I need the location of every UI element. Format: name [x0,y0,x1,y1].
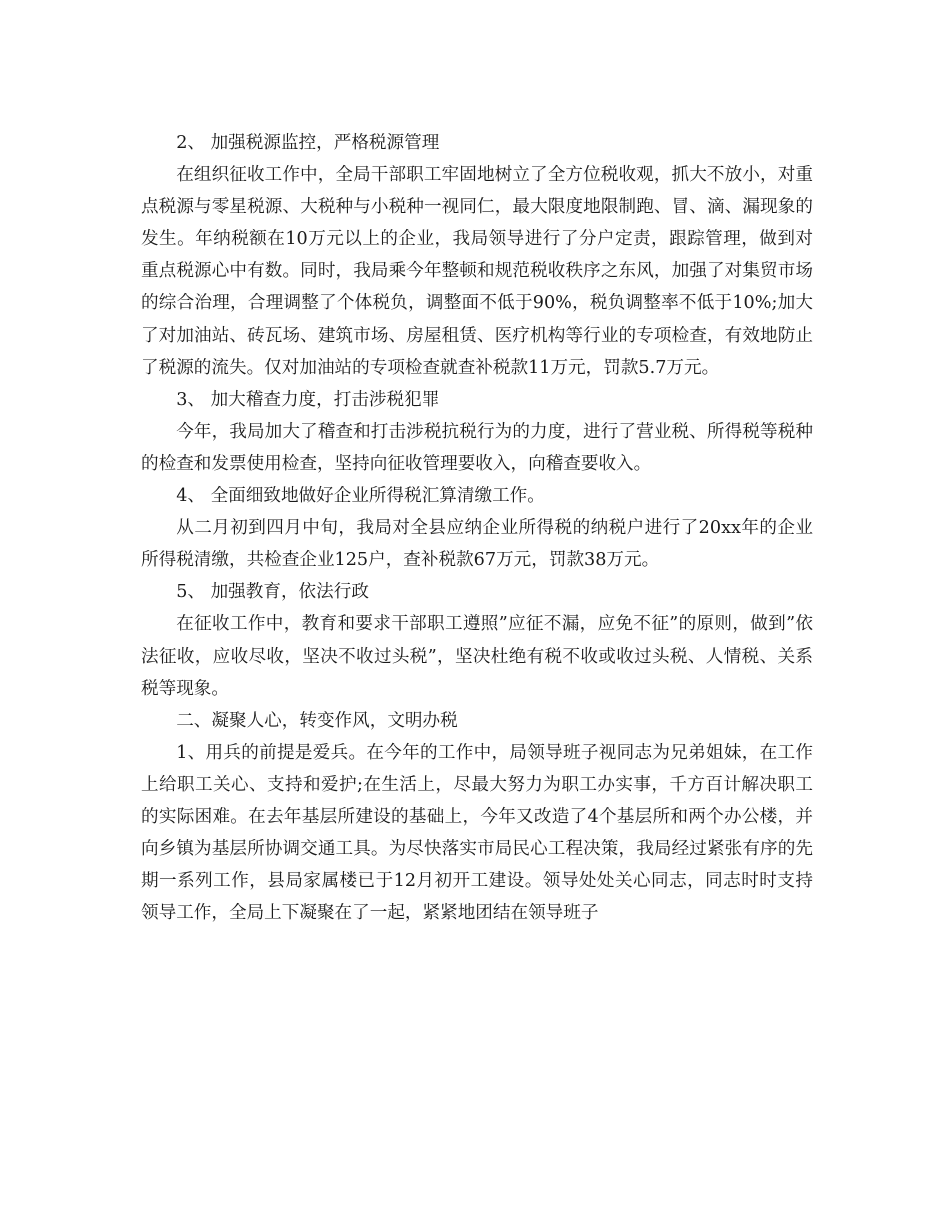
paragraph-care-for-staff: 1、用兵的前提是爱兵。在今年的工作中，局领导班子视同志为兄弟姐妹，在工作上给职工关心、支持和爱护;在生活上，尽最大努力为职工办实事，千方百计解决职工的实际困难。在去年基层所建设的基础上，今年又改造了4个基层所和两个办公楼，并向乡镇为基层所协调交通工具。为尽快落实市局民心工程决策，我局经过紧张有序的先期一系列工作，县局家属楼已于12月初开工建设。领导处处关心同志，同志时时支持领导工作，全局上下凝聚在了一起，紧紧地团结在领导班子 [141,742,813,924]
section-heading-3: 3、 加大稽查力度，打击涉税犯罪 [176,389,440,410]
section-heading-part-two: 二、凝聚人心，转变作风，文明办税 [176,710,458,731]
section-heading-4: 4、 全面细致地做好企业所得税汇算清缴工作。 [176,486,545,507]
paragraph-tax-source-monitoring: 在组织征收工作中，全局干部职工牢固地树立了全方位税收观，抓大不放小，对重点税源与零星税源、大税种与小税种一视同仁，最大限度地限制跑、冒、滴、漏现象的发生。年纳税额在10万元以上的企业，我局领导进行了分户定责，跟踪管理，做到对重点税源心中有数。同时，我局乘今年整顿和规范税收秩序之东风，加强了对集贸市场的综合治理，合理调整了个体税负，调整面不低于90%，税负调整率不低于10%;加大了对加油站、砖瓦场、建筑市场、房屋租赁、医疗机构等行业的专项检查，有效地防止了税源的流失。仅对加油站的专项检查就查补税款11万元，罚款5.7万元。 [141,165,813,378]
section-heading-2: 2、 加强税源监控，严格税源管理 [176,133,440,153]
paragraph-inspection: 今年，我局加大了稽查和打击涉税抗税行为的力度，进行了营业税、所得税等税种的检查和发票使用检查，坚持向征收管理要收入，向稽查要收入。 [141,421,813,474]
paragraph-income-tax-settlement: 从二月初到四月中旬，我局对全县应纳企业所得税的纳税户进行了20xx年的企业所得税清缴，共检查企业125户，查补税款67万元，罚款38万元。 [141,518,813,571]
document-body [141,127,813,929]
section-heading-5: 5、 加强教育，依法行政 [176,582,369,603]
paragraph-law-administration: 在征收工作中，教育和要求干部职工遵照”应征不漏，应免不征”的原则，做到”依法征收，应收尽收，坚决不收过头税”，坚决杜绝有税不收或收过头税、人情税、关系税等现象。 [141,614,813,699]
